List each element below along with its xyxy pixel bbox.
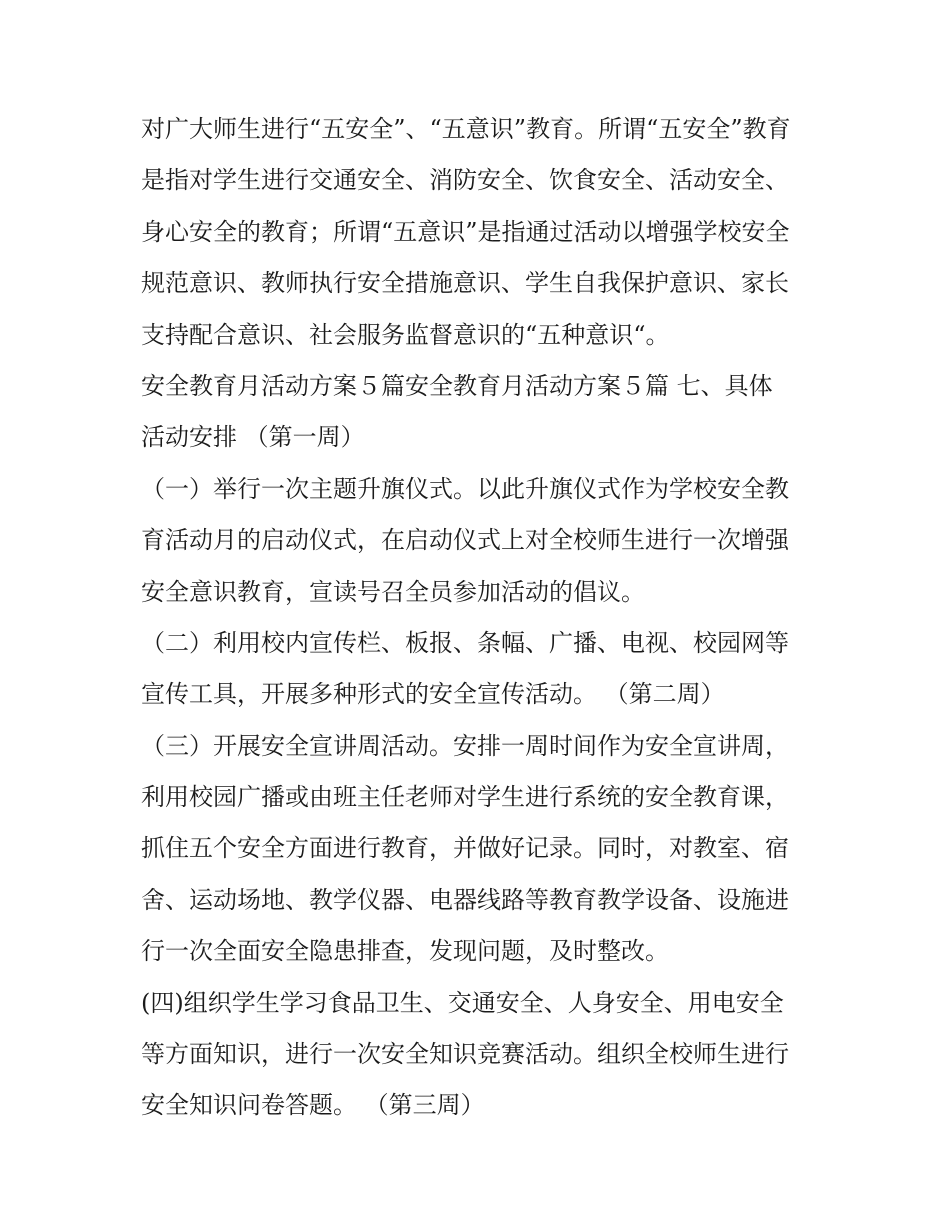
text-line: 是指对学生进行交通安全、消防安全、饮食安全、活动安全、 bbox=[141, 166, 789, 195]
text-line: 等方面知识，进行一次安全知识竞赛活动。组织全校师生进行 bbox=[141, 1040, 789, 1069]
text-line: 安全教育月活动方案５篇安全教育月活动方案５篇 七、具体 bbox=[141, 371, 773, 400]
text-line: 行一次全面安全隐患排查，发现问题，及时整改。 bbox=[141, 937, 669, 966]
text-line: 对广大师生进行“五安全”、“五意识”教育。所谓“五安全”教育 bbox=[141, 115, 791, 143]
text-line: 支持配合意识、社会服务监督意识的“五种意识“。 bbox=[141, 320, 670, 349]
text-line: 利用校园广播或由班主任老师对学生进行系统的安全教育课， bbox=[141, 783, 789, 812]
text-line: 安全意识教育，宣读号召全员参加活动的倡议。 bbox=[141, 577, 645, 606]
text-line: （二）利用校内宣传栏、板报、条幅、广播、电视、校园网等 bbox=[141, 628, 789, 657]
document-body bbox=[141, 104, 813, 1132]
text-line: 安全知识问卷答题。 （第三周） bbox=[141, 1091, 485, 1120]
text-line: 活动安排 （第一周） bbox=[141, 423, 365, 452]
text-line: 宣传工具，开展多种形式的安全宣传活动。 （第二周） bbox=[141, 680, 725, 709]
text-line: （一）举行一次主题升旗仪式。以此升旗仪式作为学校安全教 bbox=[141, 474, 789, 503]
text-line: （三）开展安全宣讲周活动。安排一周时间作为安全宣讲周， bbox=[141, 731, 789, 760]
text-line: 舍、运动场地、教学仪器、电器线路等教育教学设备、设施进 bbox=[141, 885, 789, 914]
text-line: 育活动月的启动仪式，在启动仪式上对全校师生进行一次增强 bbox=[141, 526, 789, 555]
text-line: 规范意识、教师执行安全措施意识、学生自我保护意识、家长 bbox=[141, 269, 789, 298]
text-line: 身心安全的教育；所谓“五意识”是指通过活动以增强学校安全 bbox=[141, 217, 790, 246]
text-line: 抓住五个安全方面进行教育，并做好记录。同时，对教室、宿 bbox=[141, 834, 789, 863]
text-line: (四)组织学生学习食品卫生、交通安全、人身安全、用电安全 bbox=[141, 988, 784, 1017]
